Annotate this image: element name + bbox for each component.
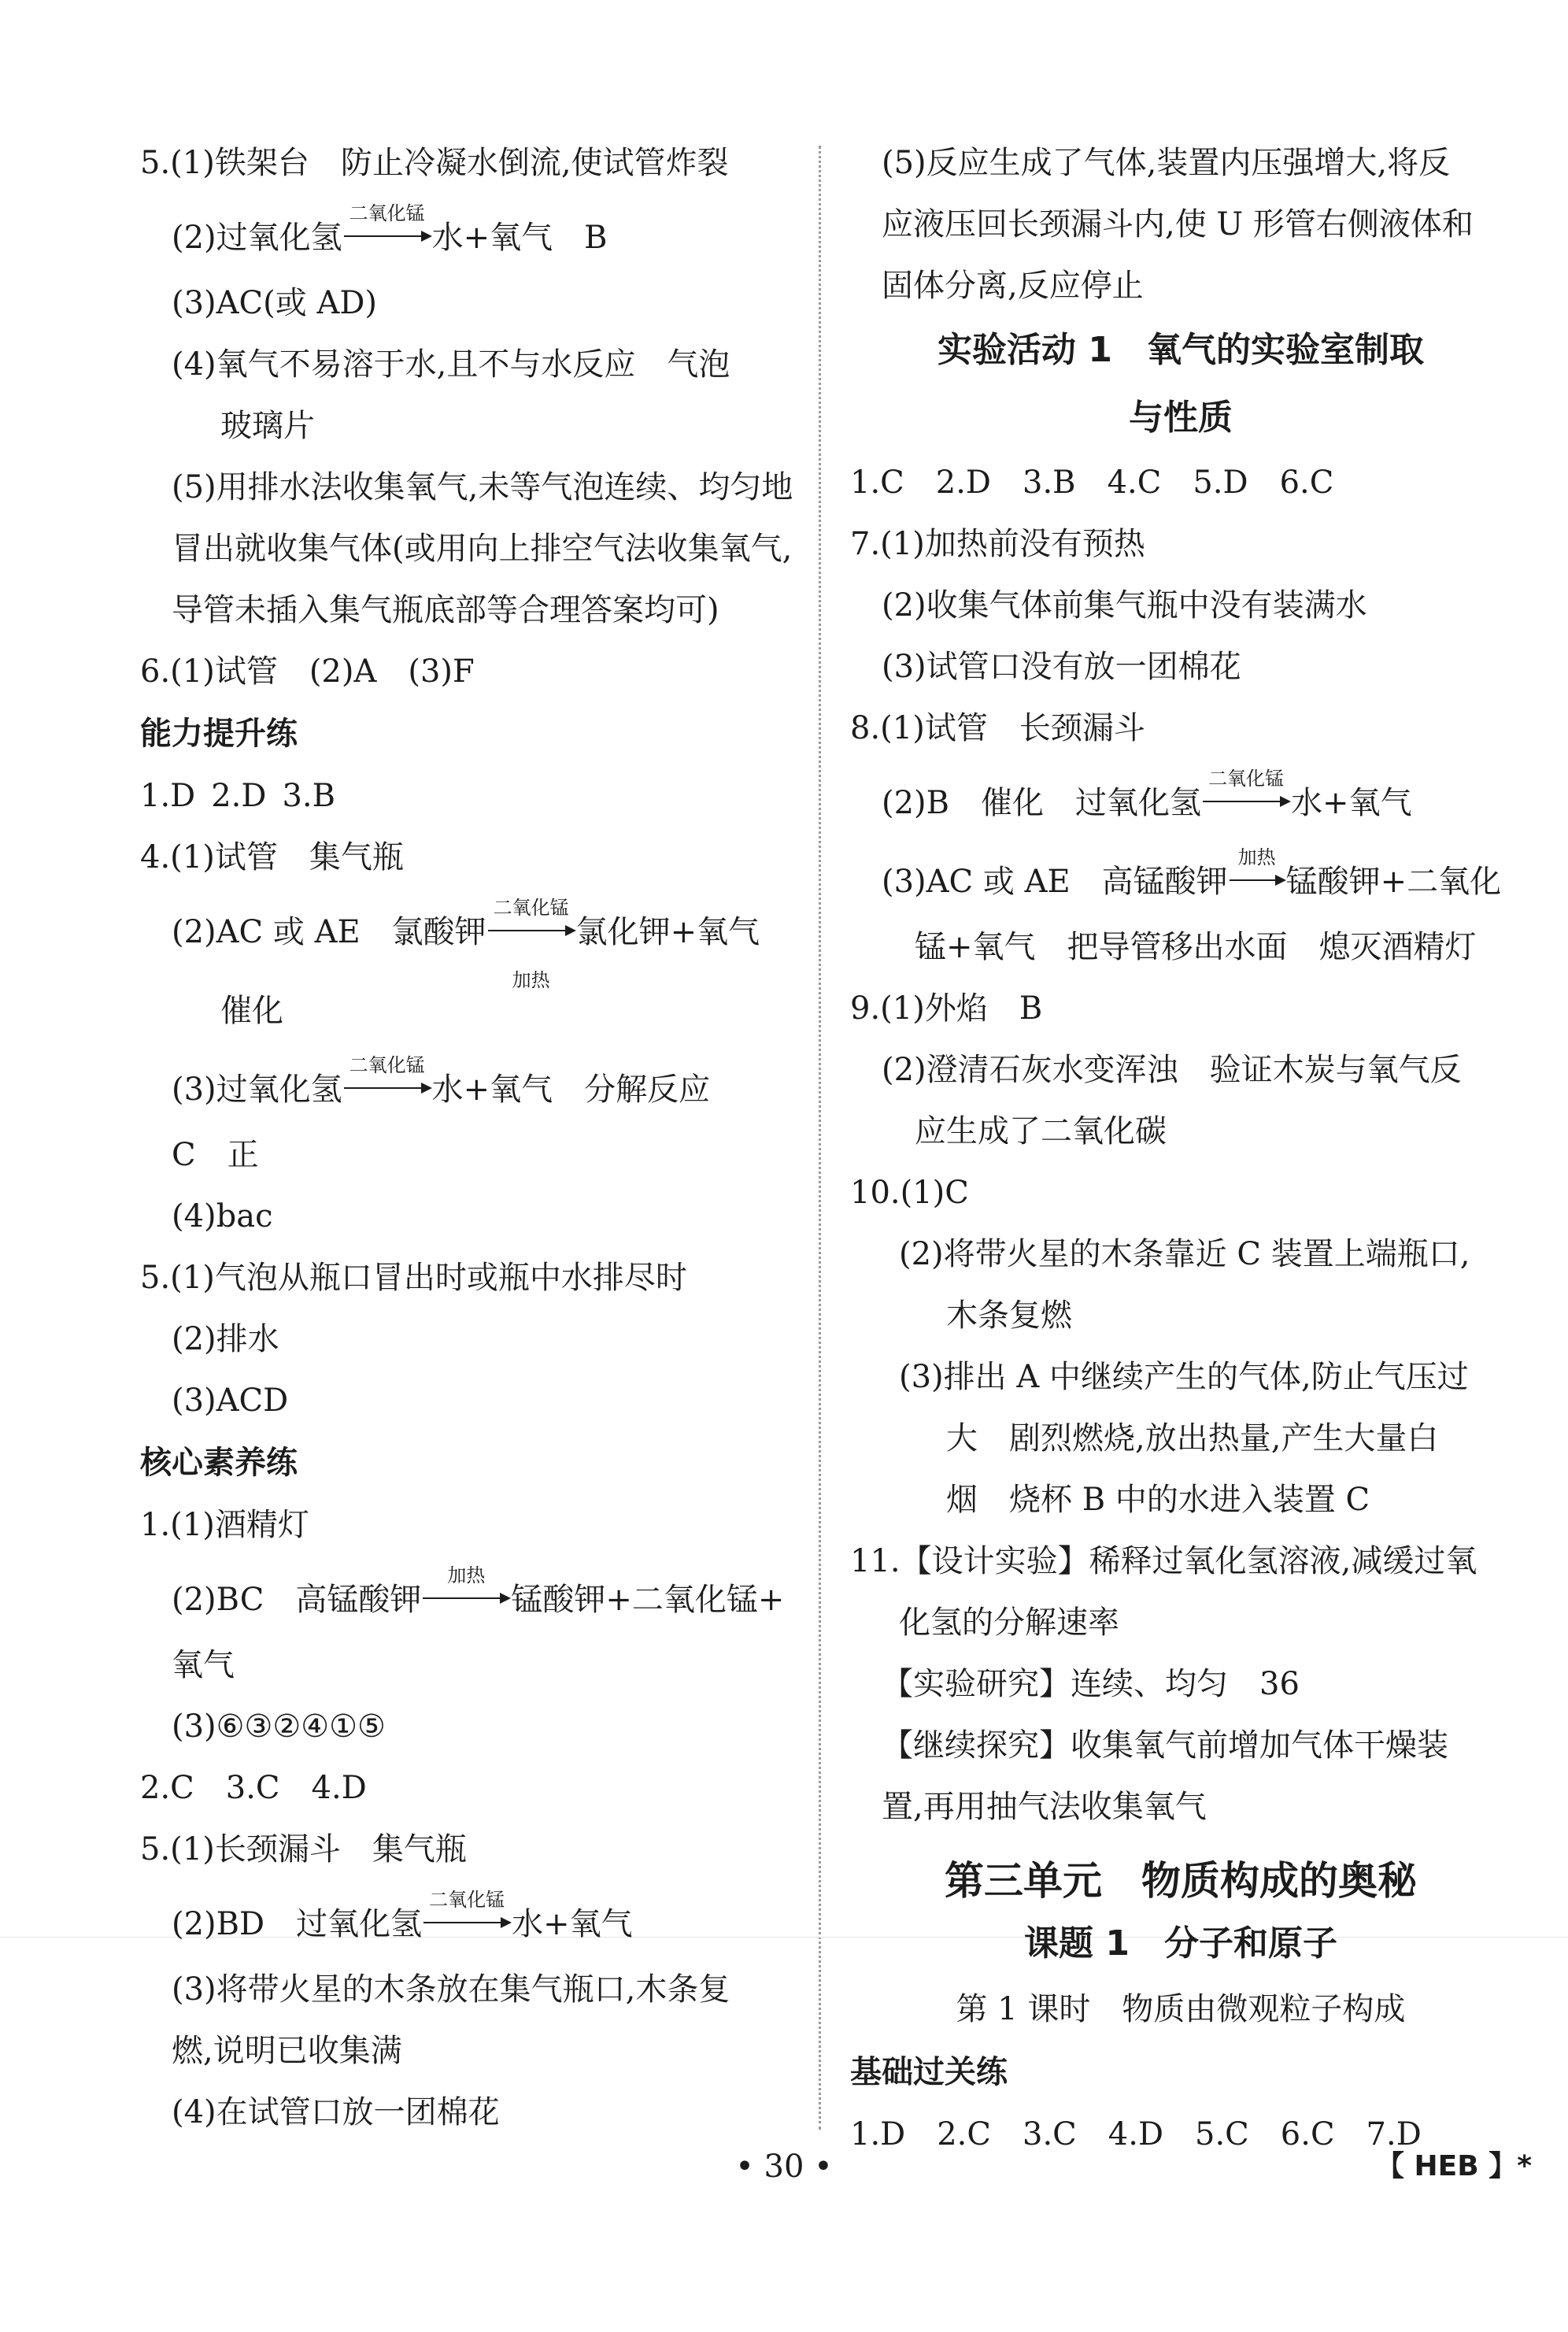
answer-line: (4)bac [172, 1198, 273, 1234]
answer-line: C 正 [172, 1137, 259, 1173]
answer-line: 11.【设计实验】稀释过氧化氢溶液,减缓过氧 [850, 1543, 1477, 1579]
answer-line: 大 剧烈燃烧,放出热量,产生大量白 [946, 1420, 1439, 1457]
answer-line: (5)用排水法收集氧气,未等气泡连续、均匀地 [172, 469, 793, 505]
period-title: 第 1 课时 物质由微观粒子构成 [956, 1991, 1406, 2027]
answer-line: 7.(1)加热前没有预热 [850, 526, 1145, 562]
answer-line: (3)将带火星的木条放在集气瓶口,木条复 [172, 1971, 730, 2008]
unit-title: 第三单元 物质构成的奥秘 [945, 1858, 1417, 1904]
answer-line: (4)在试管口放一团棉花 [172, 2094, 500, 2130]
answer-line: 5.(1)铁架台 防止冷凝水倒流,使试管炸裂 [140, 145, 729, 181]
answer-line: 锰+氧气 把导管移出水面 熄灭酒精灯 [915, 929, 1477, 965]
left-column [140, 132, 801, 2143]
answer-line: 应生成了二氧化碳 [915, 1113, 1167, 1149]
answer-line: (2)BC 高锰酸钾 加热 锰酸钾+二氧化锰+ [172, 1564, 785, 1618]
reaction-arrow: 二氧化锰 [1203, 812, 1289, 813]
reaction-arrow: 二氧化锰 加热 [488, 941, 575, 942]
answer-line: 玻璃片 [220, 408, 315, 444]
column-divider [819, 146, 821, 2130]
page-number: • 30 • [735, 2149, 833, 2185]
answer-line: (2)B 催化 过氧化氢 二氧化锰 水+氧气 [882, 768, 1412, 821]
reaction-arrow: 二氧化锰 [344, 1098, 431, 1100]
answer-line: 1.D 2.C 3.C 4.D 5.C 6.C 7.D [850, 2116, 1422, 2152]
answer-line: (3)AC(或 AD) [172, 285, 378, 321]
answer-line: 1.C 2.D 3.B 4.C 5.D 6.C [850, 465, 1334, 501]
answer-line: 冒出就收集气体(或用向上排空气法收集氧气, [172, 531, 793, 567]
page-footer [0, 2143, 1568, 2190]
answer-line: 固体分离,反应停止 [882, 268, 1144, 304]
right-column [850, 132, 1511, 2165]
reaction-arrow: 二氧化锰 [423, 1933, 510, 1934]
answer-line: 置,再用抽气法收集氧气 [882, 1789, 1207, 1825]
answer-line: 【继续探究】收集氧气前增加气体干燥装 [882, 1727, 1448, 1764]
answer-line: 9.(1)外焰 B [850, 990, 1043, 1027]
answer-line: 5.(1)气泡从瓶口冒出时或瓶中水排尽时 [140, 1260, 687, 1296]
answer-line: 氧气 [172, 1647, 235, 1683]
answer-line: 6.(1)试管 (2)A (3)F [140, 653, 475, 690]
answer-line: 【实验研究】连续、均匀 36 [882, 1666, 1300, 1702]
answer-line: 化氢的分解速率 [899, 1605, 1119, 1641]
answer-line: (2)收集气体前集气瓶中没有装满水 [882, 587, 1367, 624]
answer-line: 应液压回长颈漏斗内,使 U 形管右侧液体和 [882, 206, 1474, 242]
answer-line: (3)AC 或 AE 高锰酸钾 加热 锰酸钾+二氧化 [882, 846, 1502, 900]
answer-line: (2)排水 [172, 1321, 279, 1357]
answer-line: (2)过氧化氢 二氧化锰 水+氧气 B [172, 202, 608, 256]
activity-title-continued: 与性质 [1129, 398, 1233, 438]
answer-line: 5.(1)长颈漏斗 集气瓶 [140, 1831, 467, 1867]
section-heading: 核心素养练 [140, 1445, 298, 1481]
reaction-arrow: 加热 [1230, 890, 1285, 892]
answer-line: (3)过氧化氢 二氧化锰 水+氧气 分解反应 [172, 1054, 711, 1108]
answer-line: 烟 烧杯 B 中的水进入装置 C [946, 1482, 1370, 1518]
answer-line: (3)试管口没有放一团棉花 [882, 649, 1241, 685]
answer-line: 2.C 3.C 4.D [140, 1770, 367, 1806]
answer-line: 10.(1)C [850, 1175, 969, 1211]
answer-line: 8.(1)试管 长颈漏斗 [850, 710, 1145, 746]
answer-line: 燃,说明已收集满 [172, 2033, 402, 2069]
reaction-arrow: 加热 [423, 1608, 509, 1610]
answer-line: 4.(1)试管 集气瓶 [140, 839, 404, 875]
answer-line: 催化 [220, 993, 283, 1029]
answer-line: 1.(1)酒精灯 [140, 1507, 309, 1543]
answer-line: (2)AC 或 AE 氯酸钾 二氧化锰 加热 氯化钾+氧气 [172, 897, 760, 991]
answer-line: (2)BD 过氧化氢 二氧化锰 水+氧气 [172, 1889, 633, 1942]
answer-line: (4)氧气不易溶于水,且不与水反应 气泡 [172, 346, 730, 383]
answer-line: (3)排出 A 中继续产生的气体,防止气压过 [899, 1359, 1469, 1395]
answer-line: (3)⑥③②④①⑤ [172, 1708, 386, 1745]
section-heading: 基础过关练 [850, 2054, 1008, 2090]
answer-line: (5)反应生成了气体,装置内压强增大,将反 [882, 145, 1451, 181]
answer-line: (3)ACD [172, 1383, 289, 1419]
edition-badge: 【 HEB 】* [1376, 2150, 1533, 2182]
section-heading: 能力提升练 [140, 716, 298, 752]
activity-title: 实验活动 1 氧气的实验室制取 [937, 330, 1424, 370]
answer-line: (2)将带火星的木条靠近 C 装置上端瓶口, [899, 1236, 1470, 1272]
answer-line: 1.D 2.D 3.B [140, 778, 336, 814]
answer-line: (2)澄清石灰水变浑浊 验证木炭与氧气反 [882, 1052, 1462, 1088]
answer-line: 木条复燃 [946, 1297, 1072, 1334]
lesson-title: 课题 1 分子和原子 [1024, 1923, 1337, 1964]
reaction-arrow: 二氧化锰 [344, 246, 431, 248]
answer-line: 导管未插入集气瓶底部等合理答案均可) [172, 592, 719, 628]
